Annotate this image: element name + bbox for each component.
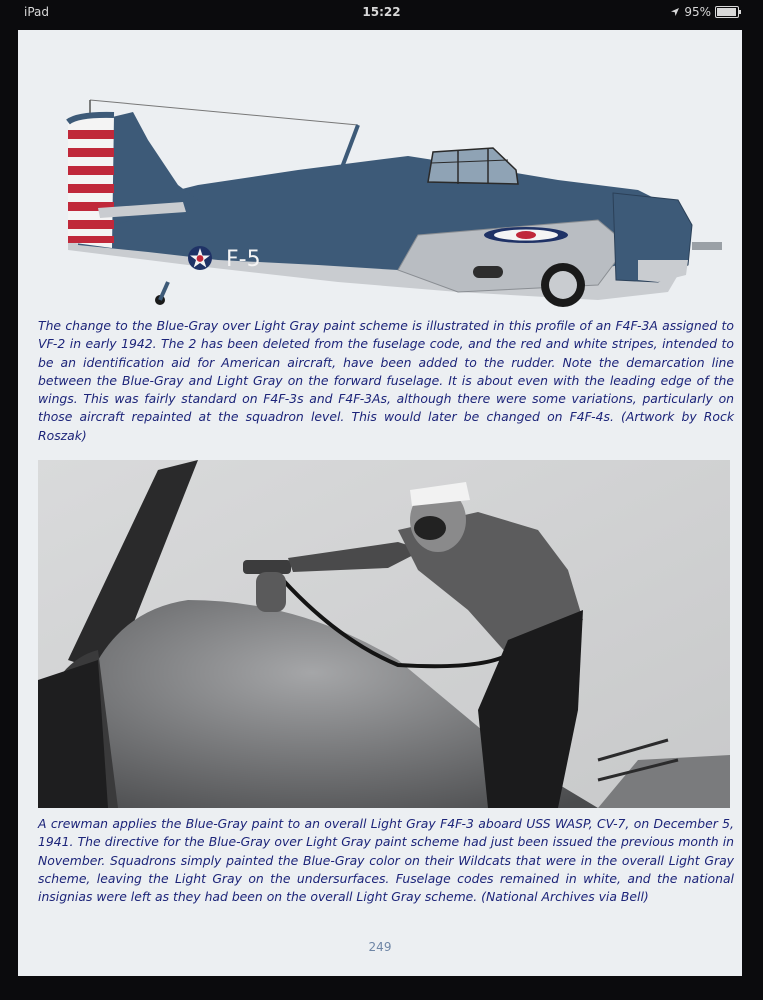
intake: [473, 266, 503, 278]
engine: [38, 660, 108, 808]
fuselage-code: F-5: [226, 247, 261, 272]
spinner: [692, 242, 722, 250]
profile-caption: The change to the Blue-Gray over Light Gray paint scheme is illustrated in this profile of an F4F-3A assigned to VF-2 in early 1942. The 2 has been deleted from the fuselage code, and the red and white stripes, intended to be an identification aid for American aircraft, have been added to the rudder. Note the demarcation line between the Blue-Gray and Light Gray on the forward fuselage. It is about even with the leading edge of the wings. This was fairly standard on F4F-3s and F4F-3As, although there were some variations, particularly on those aircraft repainted at the squadron level. This would later be changed on F4F-4s. (Artwork by Rock Roszak): [38, 318, 734, 443]
crewman-painting-photo: [38, 460, 730, 808]
page-number: 249: [368, 940, 392, 954]
battery-icon: [715, 6, 739, 18]
photo-caption: A crewman applies the Blue-Gray paint to an overall Light Gray F4F-3 aboard USS WASP, CV-7, on December 5, 1941. The directive for the Blue-Gray over Light Gray paint scheme had just been issued the previous month in November. Squadrons simply painted the Blue-Gray color on their Wildcats that were in the overall Light Gray scheme, leaving the Light Gray on the undersurfaces. Fuselage codes remained in white, and the national insignias were left as they had been on the overall Light Gray scheme. (National Archives via Bell): [38, 816, 734, 905]
battery-percent: 95%: [684, 5, 711, 19]
status-bar: [0, 0, 763, 26]
battery-fill: [717, 8, 736, 16]
status-right: [670, 5, 739, 19]
canopy: [428, 148, 518, 184]
device-label: iPad: [24, 5, 50, 19]
spray-gun: [243, 560, 291, 574]
location-arrow-icon: [670, 7, 680, 17]
fuselage-insignia: [188, 246, 212, 270]
wing-insignia: [484, 227, 568, 243]
aircraft-profile-artwork: [38, 60, 722, 340]
book-page[interactable]: [18, 30, 742, 976]
clock: 15:22: [362, 5, 401, 19]
respirator-mask: [414, 516, 446, 540]
rudder-stripes: [68, 115, 114, 248]
